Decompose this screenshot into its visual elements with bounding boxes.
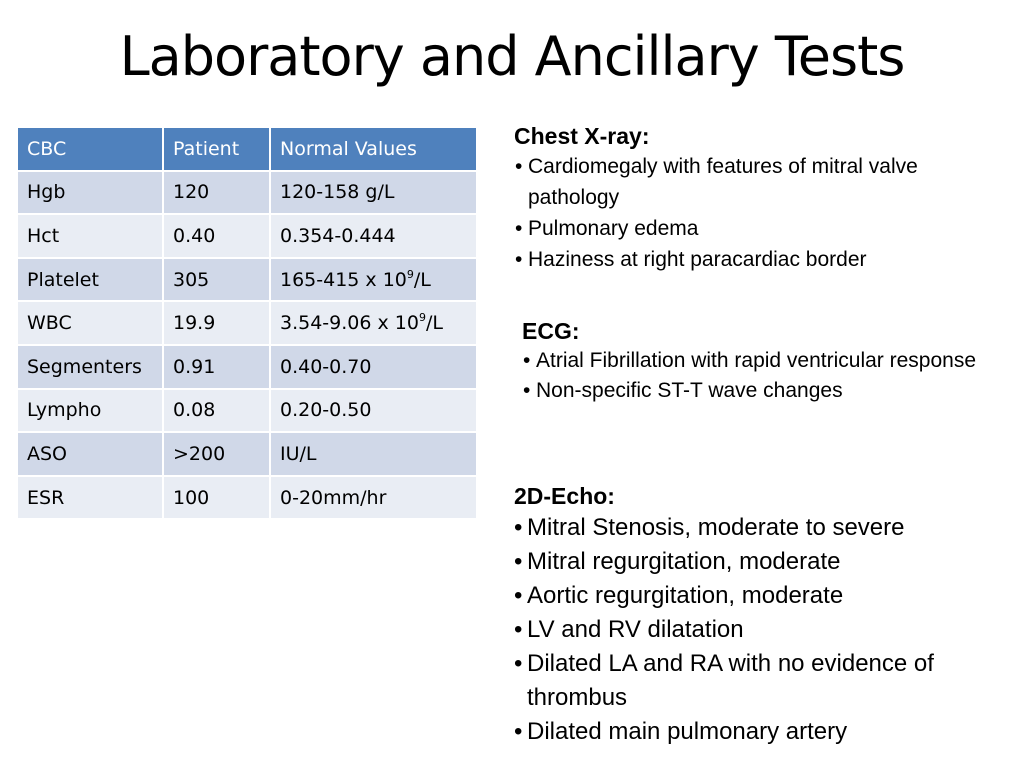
normal-value-text: IU/L [280, 442, 317, 465]
normal-value-text: 0-20mm/hr [280, 486, 387, 509]
list-item-text: • Dilated main pulmonary artery [527, 718, 848, 745]
list-item [528, 213, 1014, 244]
echo-heading: 2D-Echo: [514, 483, 615, 509]
chest-xray-heading: Chest X-ray: [514, 123, 650, 149]
list-item-text: • Non-specific ST-T wave changes [536, 379, 843, 402]
normal-value-unit: /L [413, 268, 431, 291]
list-item [527, 545, 1014, 579]
list-item-text: • Aortic regurgitation, moderate [527, 582, 844, 609]
table-header-row [18, 128, 477, 171]
normal-value-text: 165-415 x 10 [280, 268, 407, 291]
normal-value [270, 476, 477, 520]
normal-value-text: 120-158 g/L [280, 181, 395, 204]
patient-value: 120 [163, 171, 270, 215]
patient-value: >200 [163, 432, 270, 476]
list-item [527, 511, 1014, 545]
normal-value [270, 258, 477, 302]
ecg-list [522, 346, 1002, 406]
list-item-text: • Mitral Stenosis, moderate to severe [527, 514, 905, 541]
table-row [18, 432, 477, 476]
echo-section [514, 481, 1014, 749]
chest-xray-list [514, 151, 1014, 275]
exponent: 9 [418, 311, 426, 325]
patient-value: 305 [163, 258, 270, 302]
list-item-text: • Mitral regurgitation, moderate [527, 548, 841, 575]
normal-value-text: 3.54-9.06 x 10 [280, 312, 419, 335]
table-row [18, 258, 477, 302]
normal-value-text: 0.40-0.70 [280, 355, 372, 378]
test-name: Platelet [18, 258, 163, 302]
list-item-text: • Atrial Fibrillation with rapid ventricular response [536, 349, 977, 372]
test-name: Hgb [18, 171, 163, 215]
list-item [527, 647, 1014, 715]
chest-xray-section [514, 121, 1014, 275]
table-row [18, 214, 477, 258]
test-name: Hct [18, 214, 163, 258]
slide-title: Laboratory and Ancillary Tests [119, 25, 905, 88]
col-header-normal-values: Normal Values [270, 128, 477, 171]
list-item [528, 244, 1014, 275]
table-row [18, 171, 477, 215]
patient-value: 0.08 [163, 389, 270, 433]
ecg-section [522, 316, 1002, 406]
test-name: Lympho [18, 389, 163, 433]
list-item-text: • LV and RV dilatation [527, 616, 744, 643]
exponent: 9 [406, 267, 414, 281]
table-row [18, 301, 477, 345]
normal-value [270, 171, 477, 215]
ecg-heading: ECG: [522, 318, 580, 344]
list-item [536, 376, 1002, 406]
col-header-cbc: CBC [18, 128, 163, 171]
normal-value-unit: /L [425, 312, 443, 335]
cbc-table [18, 128, 478, 520]
normal-value [270, 389, 477, 433]
list-item-text: • Cardiomegaly with features of mitral valve pathology [528, 155, 918, 209]
test-name: WBC [18, 301, 163, 345]
patient-value: 0.91 [163, 345, 270, 389]
list-item [536, 346, 1002, 376]
test-name: ESR [18, 476, 163, 520]
table-row [18, 389, 477, 433]
list-item [527, 613, 1014, 647]
list-item-text: • Pulmonary edema [528, 217, 699, 240]
normal-value [270, 214, 477, 258]
echo-list [514, 511, 1014, 749]
patient-value: 19.9 [163, 301, 270, 345]
normal-value-text: 0.20-0.50 [280, 399, 372, 422]
normal-value [270, 345, 477, 389]
normal-value [270, 432, 477, 476]
test-name: Segmenters [18, 345, 163, 389]
list-item-text: • Haziness at right paracardiac border [528, 248, 867, 271]
test-name: ASO [18, 432, 163, 476]
list-item [527, 715, 1014, 749]
col-header-patient: Patient [163, 128, 270, 171]
patient-value: 0.40 [163, 214, 270, 258]
normal-value [270, 301, 477, 345]
list-item [528, 151, 1014, 213]
table-row [18, 345, 477, 389]
list-item [527, 579, 1014, 613]
list-item-text: • Dilated LA and RA with no evidence of thrombus [527, 650, 934, 711]
normal-value-text: 0.354-0.444 [280, 224, 396, 247]
patient-value: 100 [163, 476, 270, 520]
table-row [18, 476, 477, 520]
